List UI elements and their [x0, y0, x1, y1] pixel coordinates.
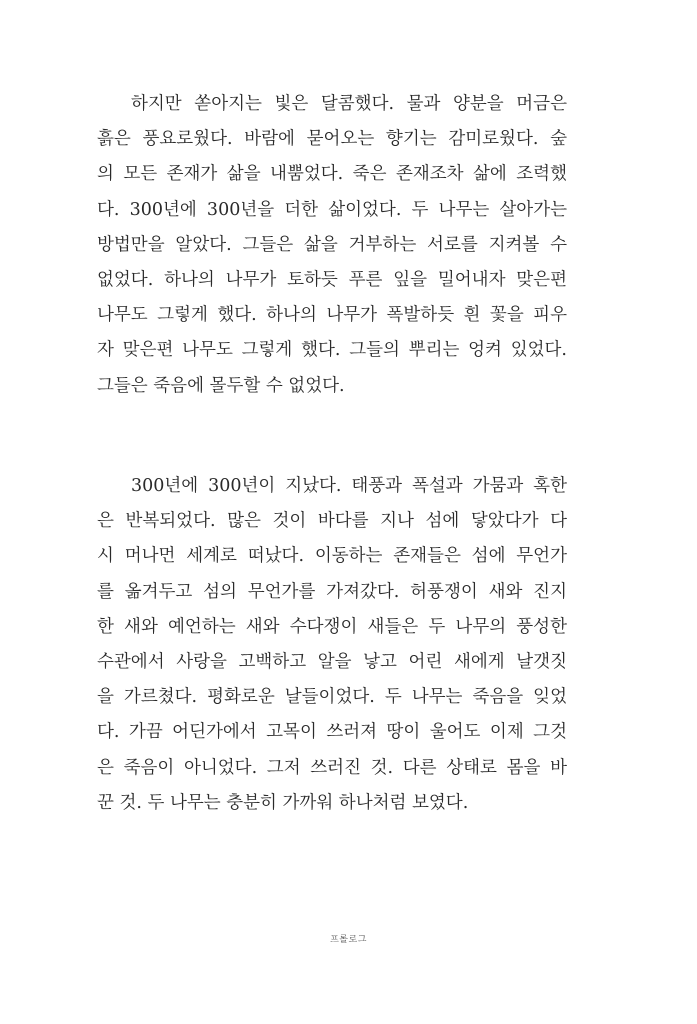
text-line: 자 맞은편 나무도 그렇게 했다. 그들의 뿌리는 엉켜 있었다. [97, 340, 567, 361]
text-line: 꾼 것. 두 나무는 충분히 가까워 하나처럼 보였다. [97, 792, 469, 813]
text-line: 흙은 풍요로웠다. 바람에 묻어오는 향기는 감미로웠다. 숲 [97, 129, 567, 150]
text-line: 나무도 그렇게 했다. 하나의 나무가 폭발하듯 흰 꽃을 피우 [97, 305, 567, 326]
text-line: 300년에 300년이 지났다. 태풍과 폭설과 가뭄과 혹한 [131, 476, 567, 496]
text-line: 의 모든 존재가 삶을 내뿜었다. 죽은 존재조차 삶에 조력했 [97, 164, 567, 185]
text-line: 없었다. 하나의 나무가 토하듯 푸른 잎을 밀어내자 맞은편 [97, 269, 567, 290]
paragraph-1 [97, 87, 567, 404]
text-line: 그들은 죽음에 몰두할 수 없었다. [97, 375, 345, 396]
text-line: 다. 300년에 300년을 더한 삶이었다. 두 나무는 살아가는 [97, 199, 567, 220]
text-line: 다. 가끔 어딘가에서 고목이 쓰러져 땅이 울어도 이제 그것 [97, 722, 567, 743]
paragraph-2 [97, 469, 567, 821]
text-line: 을 가르쳤다. 평화로운 날들이었다. 두 나무는 죽음을 잊었 [97, 687, 567, 708]
text-line: 방법만을 알았다. 그들은 삶을 거부하는 서로를 지켜볼 수 [97, 234, 567, 255]
text-line: 를 옮겨두고 섬의 무언가를 가져갔다. 허풍쟁이 새와 진지 [97, 581, 567, 602]
text-line: 수관에서 사랑을 고백하고 알을 낳고 어린 새에게 날갯짓 [97, 651, 567, 672]
text-line: 은 죽음이 아니었다. 그저 쓰러진 것. 다른 상태로 몸을 바 [97, 757, 567, 778]
running-footer-section-title: 프롤로그 [330, 935, 367, 945]
text-line: 은 반복되었다. 많은 것이 바다를 지나 섬에 닿았다가 다 [97, 511, 567, 532]
text-line: 하지만 쏟아지는 빛은 달콤했다. 물과 양분을 머금은 [131, 94, 567, 114]
text-line: 시 머나먼 세계로 떠났다. 이동하는 존재들은 섬에 무언가 [97, 546, 567, 567]
text-line: 한 새와 예언하는 새와 수다쟁이 새들은 두 나무의 풍성한 [97, 616, 567, 637]
